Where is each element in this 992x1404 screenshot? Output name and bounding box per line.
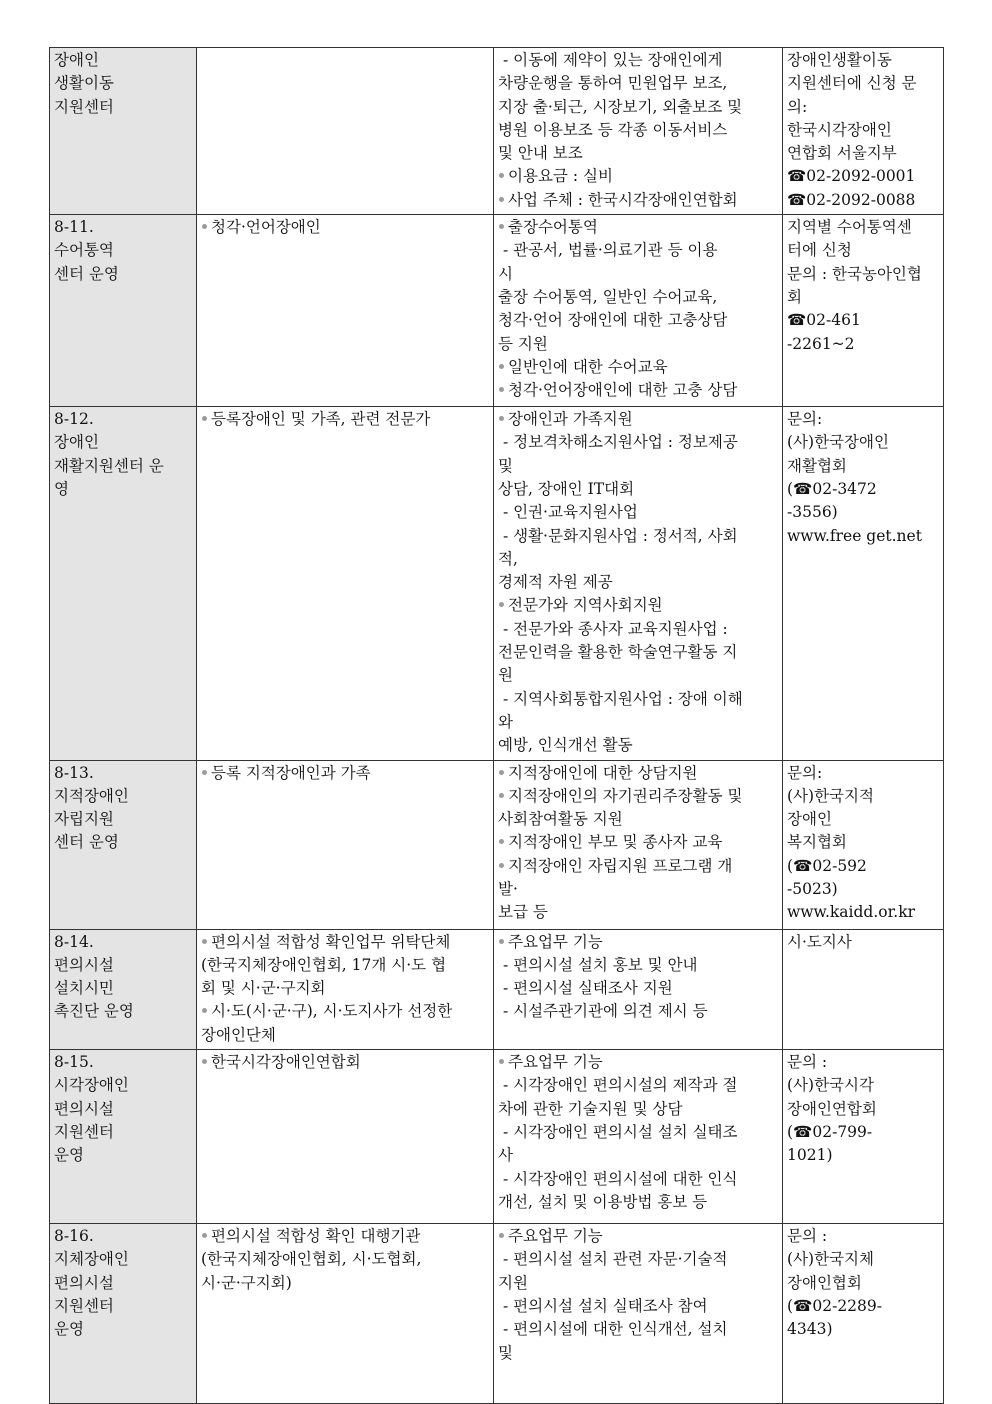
target-cell — [197, 407, 494, 760]
content-cell — [494, 760, 783, 929]
target-cell — [197, 760, 494, 929]
bullet-icon — [201, 410, 211, 428]
table-row — [50, 1050, 944, 1224]
cell-line: 1021) — [787, 1146, 833, 1165]
cell-line: 지체장애인 — [54, 1250, 129, 1269]
cell-line: 사회참여활동 지원 — [498, 810, 623, 829]
cell-line: 지적장애인 — [54, 786, 129, 805]
cell-line: - 편의시설 설치 홍보 및 안내 — [498, 955, 698, 974]
cell-line: 주요업무 기능 — [498, 1051, 779, 1074]
cell-line: 와 — [498, 712, 513, 731]
cell-line: 지장 출·퇴근, 시장보기, 외출보조 및 — [498, 97, 743, 116]
cell-line: 재활협회 — [787, 456, 847, 475]
bullet-icon — [498, 933, 508, 951]
target-cell — [197, 1224, 494, 1404]
contact-cell — [783, 1050, 944, 1224]
cell-line: 편의시설 적합성 확인업무 위탁단체 — [201, 931, 490, 954]
bullet-icon — [201, 933, 211, 951]
table-row — [50, 760, 944, 929]
content-cell — [494, 1050, 783, 1224]
bullet-icon — [498, 381, 508, 399]
cell-line: 8-12. — [54, 410, 94, 429]
cell-line: - 편의시설에 대한 인식개선, 설치 — [498, 1320, 728, 1339]
program-name-cell — [50, 929, 197, 1049]
cell-line: 차에 관한 기술지원 및 상담 — [498, 1099, 683, 1118]
cell-line: 문의 : — [787, 1053, 828, 1072]
bullet-icon — [498, 410, 508, 428]
cell-line: 등록 지적장애인과 가족 — [201, 762, 490, 785]
cell-line: ☎02-2092-0088 — [787, 190, 916, 209]
bullet-icon — [201, 1002, 211, 1020]
cell-line: 편의시설 — [54, 1273, 114, 1292]
target-cell — [197, 48, 494, 215]
contact-cell — [783, 929, 944, 1049]
cell-line: 주요업무 기능 — [498, 1225, 779, 1248]
cell-line: 지원센터 — [54, 1296, 114, 1315]
program-name-cell — [50, 760, 197, 929]
cell-line: ☎02-2092-0001 — [787, 167, 916, 186]
cell-line: www.kaidd.or.kr — [787, 903, 916, 922]
cell-line: 전문인력을 활용한 학술연구활동 지 — [498, 643, 738, 662]
cell-line: 발· — [498, 880, 518, 899]
cell-line: 8-16. — [54, 1227, 94, 1246]
cell-line: 시·도지사 — [787, 932, 852, 951]
cell-line: - 관공서, 법률·의료기관 등 이용 — [498, 241, 718, 260]
cell-line: 시·도(시·군·구), 시·도지사가 선정한 — [201, 1000, 490, 1023]
cell-line: - 시각장애인 편의시설에 대한 인식 — [498, 1169, 738, 1188]
cell-line: 편의시설 — [54, 1099, 114, 1118]
cell-line: 등록장애인 및 가족, 관련 전문가 — [201, 408, 490, 431]
content-cell — [494, 407, 783, 760]
cell-line: 및 안내 보조 — [498, 144, 583, 163]
table-row — [50, 1224, 944, 1404]
facility-table-body — [50, 48, 944, 1404]
bullet-icon — [201, 218, 211, 236]
cell-line: 회 — [787, 287, 802, 306]
cell-line: 편의시설 — [54, 955, 114, 974]
cell-line: 지원 — [498, 1273, 528, 1292]
cell-line: (사)한국시각 — [787, 1076, 874, 1095]
cell-line: 및 — [498, 456, 513, 475]
cell-line: (☎02-799- — [787, 1122, 873, 1141]
cell-line: (한국지체장애인협회, 시·도협회, — [201, 1250, 422, 1269]
bullet-icon — [498, 787, 508, 805]
cell-line: 개선, 설치 및 이용방법 홍보 등 — [498, 1192, 708, 1211]
table-row — [50, 929, 944, 1049]
cell-line: 재활지원센터 운 — [54, 456, 164, 475]
cell-line: 청각·언어 장애인에 대한 고충상담 — [498, 311, 728, 330]
content-cell — [494, 48, 783, 215]
cell-line: 장애인협회 — [787, 1273, 862, 1292]
cell-line: 일반인에 대한 수어교육 — [498, 356, 779, 379]
cell-line: 장애인단체 — [201, 1025, 276, 1044]
cell-line: 출장 수어통역, 일반인 수어교육, — [498, 287, 718, 306]
cell-line: 지적장애인에 대한 상담지원 — [498, 762, 779, 785]
program-name-cell — [50, 215, 197, 407]
table-row — [50, 407, 944, 760]
cell-line: 설치시민 — [54, 979, 114, 998]
cell-line: 및 — [498, 1343, 513, 1362]
bullet-icon — [498, 218, 508, 236]
cell-line: 차량운행을 통하여 민원업무 보조, — [498, 74, 728, 93]
table-row — [50, 215, 944, 407]
program-name-cell — [50, 407, 197, 760]
cell-line: 경제적 자원 제공 — [498, 573, 613, 592]
cell-line: 수어통역 — [54, 241, 114, 260]
cell-line: - 편의시설 설치 관련 자문·기술적 — [498, 1250, 728, 1269]
cell-line: ☎02-461 — [787, 311, 861, 330]
cell-line: (사)한국장애인 — [787, 433, 889, 452]
cell-line: - 편의시설 실태조사 지원 — [498, 979, 673, 998]
target-cell — [197, 1050, 494, 1224]
cell-line: www.free get.net — [787, 526, 922, 545]
cell-line: 병원 이용보조 등 각종 이동서비스 — [498, 120, 728, 139]
cell-line: - 편의시설 설치 실태조사 참여 — [498, 1296, 708, 1315]
cell-line: 문의: — [787, 763, 823, 782]
cell-line: 영 — [54, 479, 69, 498]
content-cell — [494, 1224, 783, 1404]
cell-line: 원 — [498, 666, 513, 685]
bullet-icon — [498, 1227, 508, 1245]
cell-line: 8-14. — [54, 932, 94, 951]
bullet-icon — [498, 358, 508, 376]
cell-line: 청각·언어장애인에 대한 고충 상담 — [498, 379, 779, 402]
cell-line: 운영 — [54, 1320, 84, 1339]
cell-line: (☎02-3472 — [787, 479, 877, 498]
cell-line: 촉진단 운영 — [54, 1002, 134, 1021]
cell-line: - 시설주관기관에 의견 제시 등 — [498, 1002, 708, 1021]
cell-line: 복지협회 — [787, 833, 847, 852]
cell-line: 사 — [498, 1146, 513, 1165]
cell-line: 지적장애인 자립지원 프로그램 개 — [498, 855, 779, 878]
cell-line: 등 지원 — [498, 334, 548, 353]
cell-line: 적, — [498, 549, 518, 568]
cell-line: 문의 : 한국농아인협 — [787, 264, 922, 283]
bullet-icon — [498, 167, 508, 185]
contact-cell — [783, 1224, 944, 1404]
program-name-cell — [50, 48, 197, 215]
bullet-icon — [498, 857, 508, 875]
cell-line: 장애인 — [54, 433, 99, 452]
cell-line: - 생활·문화지원사업 : 정서적, 사회 — [498, 526, 738, 545]
cell-line: -2261~2 — [787, 334, 855, 353]
cell-line: 시·군·구지회) — [201, 1273, 292, 1292]
facility-table — [49, 47, 944, 1404]
cell-line: - 시각장애인 편의시설의 제작과 절 — [498, 1076, 738, 1095]
bullet-icon — [201, 764, 211, 782]
cell-line: - 인권·교육지원사업 — [498, 503, 638, 522]
cell-line: - 전문가와 종사자 교육지원사업 : — [498, 619, 728, 638]
cell-line: - 정보격차해소지원사업 : 정보제공 — [498, 433, 738, 452]
cell-line: 한국시각장애인연합회 — [201, 1051, 490, 1074]
cell-line: (사)한국지적 — [787, 786, 874, 805]
cell-line: 편의시설 적합성 확인 대행기관 — [201, 1225, 490, 1248]
contact-cell — [783, 48, 944, 215]
cell-line: 회 및 시·군·구지회 — [201, 979, 326, 998]
cell-line: 이용요금 : 실비 — [498, 165, 779, 188]
cell-line: (사)한국지체 — [787, 1250, 874, 1269]
cell-line: 장애인 — [54, 51, 99, 69]
cell-line: 시 — [498, 264, 513, 283]
cell-line: (☎02-592 — [787, 856, 867, 875]
cell-line: 장애인연합회 — [787, 1099, 877, 1118]
cell-line: 지적장애인의 자기권리주장활동 및 — [498, 785, 779, 808]
cell-line: 연합회 서울지부 — [787, 144, 897, 163]
contact-cell — [783, 215, 944, 407]
bullet-icon — [498, 191, 508, 209]
cell-line: (한국지체장애인협회, 17개 시·도 협 — [201, 955, 447, 974]
cell-line: -3556) — [787, 503, 838, 522]
cell-line: 생활이동 — [54, 74, 114, 93]
cell-line: 주요업무 기능 — [498, 931, 779, 954]
content-cell — [494, 215, 783, 407]
cell-line: 의: — [787, 97, 808, 116]
bullet-icon — [498, 764, 508, 782]
bullet-icon — [201, 1227, 211, 1245]
program-name-cell — [50, 1050, 197, 1224]
cell-line: (☎02-2289- — [787, 1296, 882, 1315]
cell-line: 터에 신청 — [787, 241, 852, 260]
cell-line: 예방, 인식개선 활동 — [498, 736, 633, 755]
cell-line: 8-15. — [54, 1053, 94, 1072]
cell-line: 지원센터 — [54, 1122, 114, 1141]
cell-line: 한국시각장애인 — [787, 120, 892, 139]
bullet-icon — [498, 1053, 508, 1071]
cell-line: 8-11. — [54, 218, 94, 237]
cell-line: 시각장애인 — [54, 1076, 129, 1095]
cell-line: 문의 : — [787, 1227, 828, 1246]
cell-line: 상담, 장애인 IT대회 — [498, 479, 635, 498]
bullet-icon — [201, 1053, 211, 1071]
cell-line: 지원센터에 신청 문 — [787, 74, 917, 93]
contact-cell — [783, 760, 944, 929]
cell-line: 장애인생활이동 — [787, 51, 892, 69]
cell-line: 장애인 — [787, 810, 832, 829]
cell-line: 지원센터 — [54, 97, 114, 116]
cell-line: 출장수어통역 — [498, 216, 779, 239]
cell-line: -5023) — [787, 880, 838, 899]
content-cell — [494, 929, 783, 1049]
target-cell — [197, 929, 494, 1049]
cell-line: 사업 주체 : 한국시각장애인연합회 — [498, 189, 779, 212]
cell-line: - 지역사회통합지원사업 : 장애 이해 — [498, 689, 743, 708]
cell-line: 전문가와 지역사회지원 — [498, 594, 779, 617]
program-name-cell — [50, 1224, 197, 1404]
bullet-icon — [498, 833, 508, 851]
cell-line: 8-13. — [54, 763, 94, 782]
cell-line: 장애인과 가족지원 — [498, 408, 779, 431]
contact-cell — [783, 407, 944, 760]
cell-line: 센터 운영 — [54, 264, 119, 283]
cell-line: 4343) — [787, 1320, 833, 1339]
cell-line: 보급 등 — [498, 903, 548, 922]
cell-line: 문의: — [787, 410, 823, 429]
bullet-icon — [498, 596, 508, 614]
cell-line: - 시각장애인 편의시설 설치 실태조 — [498, 1122, 738, 1141]
cell-line: 운영 — [54, 1146, 84, 1165]
cell-line: 자립지원 — [54, 810, 114, 829]
cell-line: 센터 운영 — [54, 833, 119, 852]
target-cell — [197, 215, 494, 407]
cell-line: - 이동에 제약이 있는 장애인에게 — [498, 51, 723, 69]
cell-line: 지역별 수어통역센 — [787, 218, 912, 237]
cell-line: 청각·언어장애인 — [201, 216, 490, 239]
cell-line: 지적장애인 부모 및 종사자 교육 — [498, 831, 779, 854]
table-row — [50, 48, 944, 215]
